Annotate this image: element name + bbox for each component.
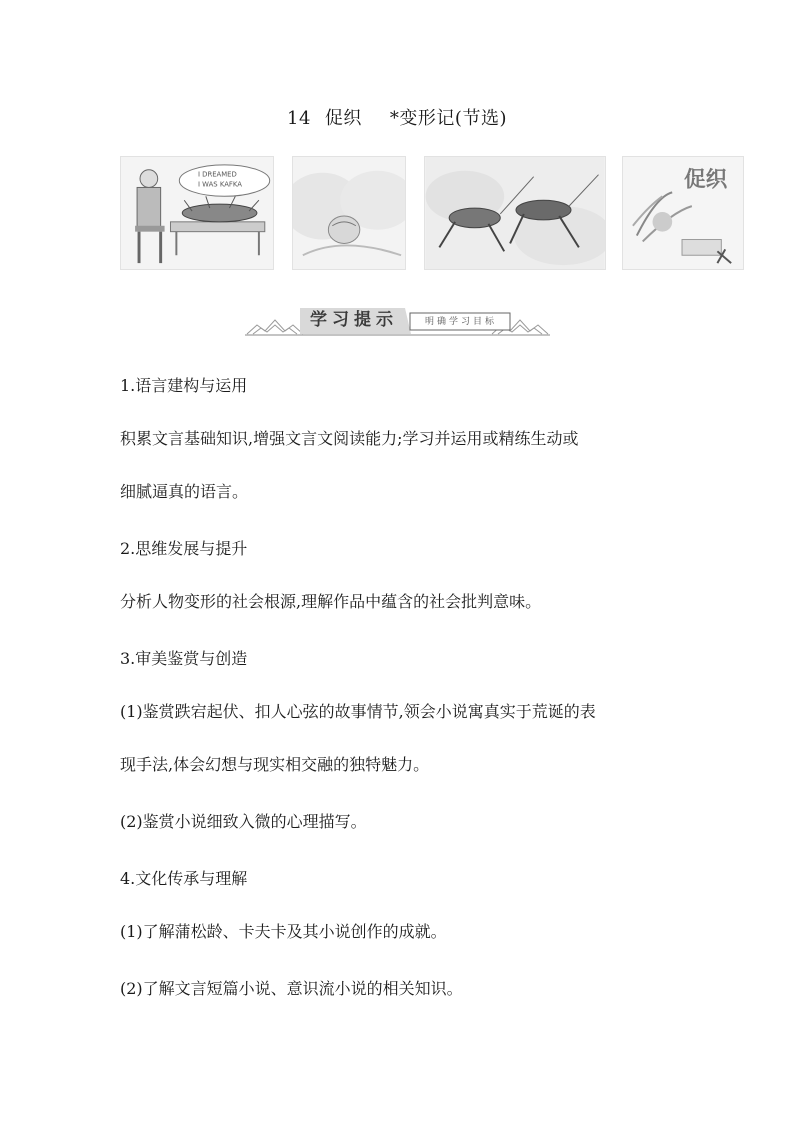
banner-subtitle: 明确学习目标: [424, 317, 497, 327]
section-2-heading: 2.思维发展与提升: [120, 539, 248, 558]
crickets-drawing: [425, 157, 605, 269]
page-title: [0, 104, 794, 130]
cartoon-caption-1: I DREAMED: [197, 170, 237, 179]
section-4-heading: 4.文化传承与理解: [120, 869, 248, 888]
cuzhi-painting-image: [622, 156, 744, 270]
painting-calligraphy: 促织: [683, 167, 728, 193]
study-tips-banner: [245, 306, 550, 336]
section-1-text: 积累文言基础知识,增强文言文阅读能力;学习并运用或精练生动或: [120, 429, 579, 448]
illustration-strip: [120, 156, 744, 270]
lesson-number: 14: [287, 108, 311, 129]
section-4-text: (2)了解文言短篇小说、意识流小说的相关知识。: [120, 979, 463, 998]
section-3-heading: 3.审美鉴赏与创造: [120, 649, 248, 668]
lesson-title-main: 促织: [324, 108, 362, 129]
section-3-text: (1)鉴赏跌宕起伏、扣人心弦的故事情节,领会小说寓真实于荒诞的表: [120, 702, 596, 721]
section-2-text: 分析人物变形的社会根源,理解作品中蕴含的社会批判意味。: [120, 592, 542, 611]
cuzhi-painting-drawing: [623, 157, 743, 269]
banner-title: 学习提示: [310, 310, 398, 330]
kafka-cartoon-drawing: [121, 157, 273, 269]
sleeping-figure-drawing: [293, 157, 405, 269]
section-1-heading: 1.语言建构与运用: [120, 376, 248, 395]
section-3-text: (2)鉴赏小说细致入微的心理描写。: [120, 812, 367, 831]
section-3-text: 现手法,体会幻想与现实相交融的独特魅力。: [120, 755, 430, 774]
section-4-text: (1)了解蒲松龄、卡夫卡及其小说创作的成就。: [120, 922, 447, 941]
cartoon-caption-2: I WAS KAFKA: [197, 180, 242, 189]
crickets-photo-image: [424, 156, 606, 270]
kafka-cartoon-image: [120, 156, 274, 270]
lesson-title-sub: *变形记(节选): [389, 108, 507, 129]
section-1-text: 细腻逼真的语言。: [120, 482, 249, 501]
study-objectives: [120, 372, 680, 1002]
sleeping-figure-image: [292, 156, 406, 270]
